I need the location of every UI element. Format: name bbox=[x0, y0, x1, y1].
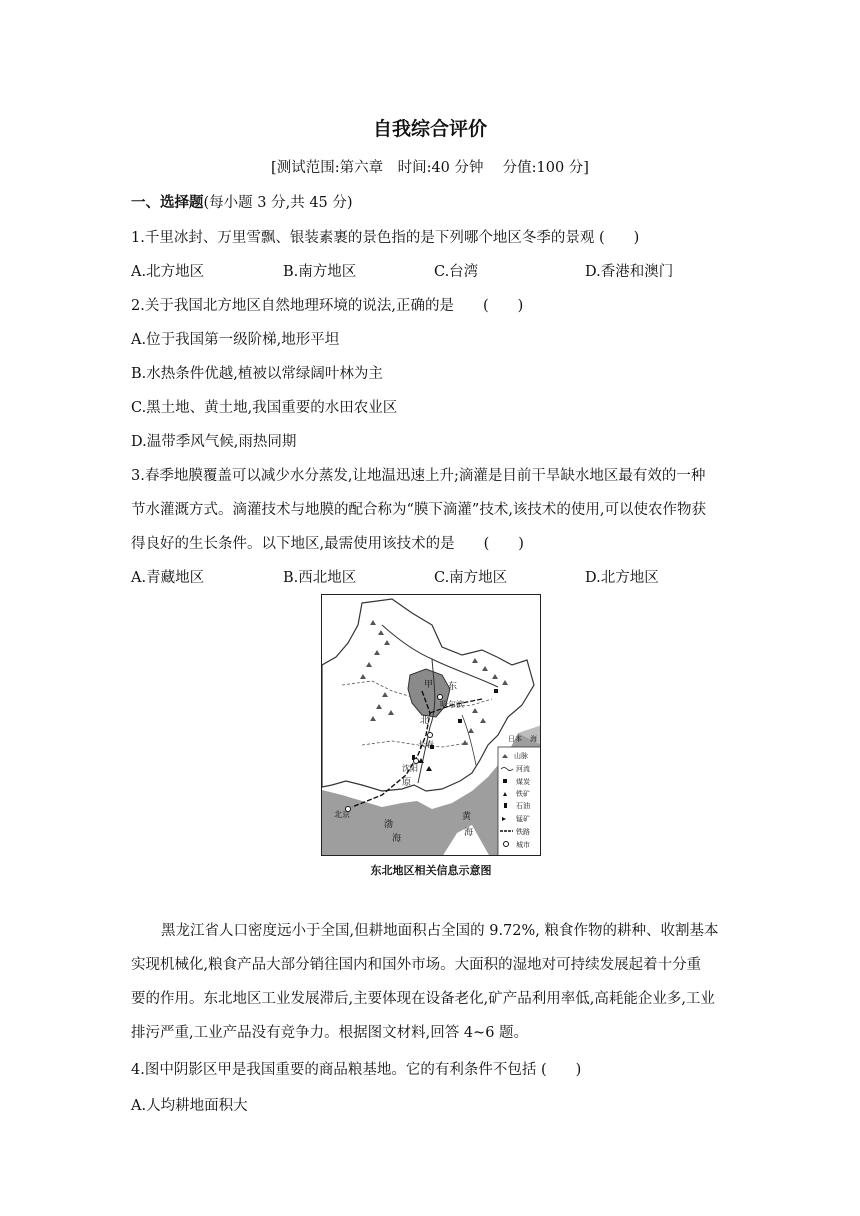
legend-coal-icon bbox=[503, 779, 507, 783]
map-legend bbox=[498, 747, 541, 856]
legend-item: 铁矿 bbox=[516, 790, 530, 798]
q3-option-d[interactable]: D.北方地区 bbox=[585, 570, 659, 586]
question-1-stem: 1.千里冰封、万里雪飘、银装素裹的景色指的是下列哪个地区冬季的景观 ( ) bbox=[131, 230, 640, 246]
map-label-harbin: 哈尔滨 bbox=[440, 700, 464, 709]
map-caption: 东北地区相关信息示意图 bbox=[370, 864, 492, 877]
map-label-huanghai: 黄 bbox=[462, 812, 472, 822]
map-label-riben: 日本 bbox=[508, 735, 522, 743]
legend-item: 石油 bbox=[516, 802, 530, 810]
q1-option-b[interactable]: B.南方地区 bbox=[283, 264, 357, 280]
q2-option-a[interactable]: A.位于我国第一级阶梯,地形平坦 bbox=[131, 332, 340, 348]
q2-option-d[interactable]: D.温带季风气候,雨热同期 bbox=[131, 434, 297, 450]
map-label-dong: 东 bbox=[448, 682, 458, 692]
map-label-jia: 甲 bbox=[424, 680, 434, 690]
q1-option-c[interactable]: C.台湾 bbox=[434, 264, 479, 280]
q3-option-a[interactable]: A.青藏地区 bbox=[131, 570, 205, 586]
legend-item: 河流 bbox=[516, 765, 530, 773]
city-harbin bbox=[438, 695, 443, 700]
page-title: 自我综合评价 bbox=[372, 118, 487, 140]
city-changchun bbox=[428, 733, 433, 738]
legend-city-icon bbox=[504, 842, 509, 847]
section-heading bbox=[131, 191, 353, 212]
reading-passage bbox=[131, 914, 731, 1050]
map-label-sea: 海 bbox=[464, 828, 474, 838]
question-4-stem: 4.图中阴影区甲是我国重要的商品粮基地。它的有利条件不包括 ( ) bbox=[131, 1062, 582, 1078]
question-3-stem-line: 3.春季地膜覆盖可以减少水分蒸发,让地温迅速上升;滴灌是目前干旱缺水地区最有效的一种 bbox=[131, 468, 706, 484]
map-label-hai: 海 bbox=[392, 834, 402, 844]
q3-option-c[interactable]: C.南方地区 bbox=[434, 570, 508, 586]
q1-option-d[interactable]: D.香港和澳门 bbox=[585, 264, 674, 280]
section-note: (每小题 3 分,共 45 分) bbox=[203, 195, 353, 211]
northeast-map bbox=[322, 595, 541, 856]
q3-option-b[interactable]: B.西北地区 bbox=[283, 570, 357, 586]
q2-option-c[interactable]: C.黑土地、黄土地,我国重要的水田农业区 bbox=[131, 400, 398, 416]
passage-line: 实现机械化,粮食产品大部分销往国内和国外市场。大面积的湿地对可持续发展起着十分重 bbox=[131, 957, 702, 973]
legend-item: 煤炭 bbox=[516, 778, 530, 786]
map-label-bei: 北 bbox=[420, 716, 430, 726]
question-2-stem: 2.关于我国北方地区自然地理环境的说法,正确的是 ( ) bbox=[131, 298, 524, 314]
q4-option-a[interactable]: A.人均耕地面积大 bbox=[131, 1098, 248, 1114]
map-label-changchun: 长春 bbox=[418, 740, 434, 749]
passage-line: 黑龙江省人口密度远小于全国,但耕地面积占全国的 9.72%, 粮食作物的耕种、收割基本 bbox=[161, 923, 719, 939]
legend-item: 城市 bbox=[516, 841, 530, 849]
legend-item: 锰矿 bbox=[516, 815, 530, 823]
passage-line: 排污严重,工业产品没有竞争力。根据图文材料,回答 4~6 题。 bbox=[131, 1025, 529, 1041]
northeast-map-figure bbox=[321, 594, 541, 856]
question-3-stem-line: 得良好的生长条件。以下地区,最需使用该技术的是 ( ) bbox=[131, 536, 524, 552]
test-info: [测试范围:第六章 时间:40 分钟 分值:100 分] bbox=[271, 160, 589, 176]
map-label-beijing: 北京 bbox=[334, 810, 350, 819]
map-label-bohai: 渤 bbox=[384, 820, 394, 830]
map-label-yuan: 原 bbox=[402, 778, 412, 788]
q2-option-b[interactable]: B.水热条件优越,植被以常绿阔叶林为主 bbox=[131, 366, 383, 382]
map-label-riben-sea: 海 bbox=[530, 735, 537, 743]
legend-oil-icon bbox=[504, 803, 507, 808]
legend-item: 山脉 bbox=[514, 752, 528, 760]
passage-line: 要的作用。东北地区工业发展滞后,主要体现在设备老化,矿产品利用率低,高耗能企业多,工业 bbox=[131, 991, 715, 1007]
city-shenyang bbox=[414, 759, 419, 764]
map-label-shenyang: 沈阳 bbox=[402, 764, 418, 773]
q1-option-a[interactable]: A.北方地区 bbox=[131, 264, 205, 280]
question-3-stem-line: 节水灌溉方式。滴灌技术与地膜的配合称为“膜下滴灌”技术,该技术的使用,可以使农作物获 bbox=[131, 502, 707, 518]
legend-item: 铁路 bbox=[516, 828, 530, 836]
section-title: 一、选择题 bbox=[131, 195, 204, 211]
